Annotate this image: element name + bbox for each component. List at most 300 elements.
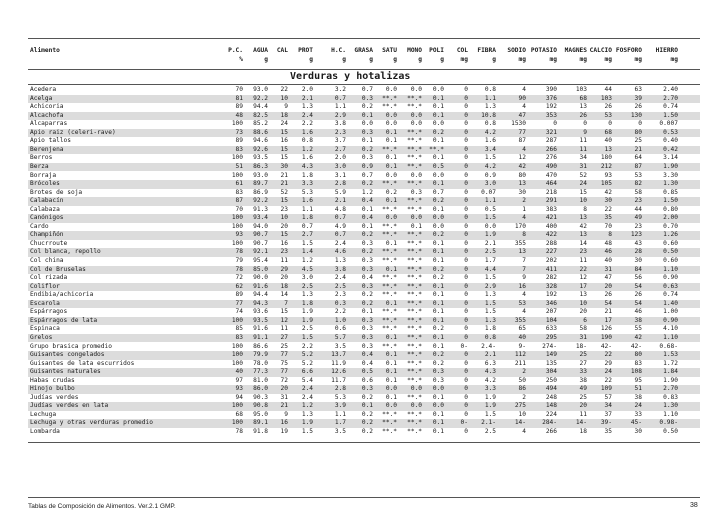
cell-potasio: 422 [545, 231, 557, 239]
cell-mono: 0.0 [410, 385, 422, 393]
cell-agua: 92.2 [253, 197, 268, 205]
table-row [28, 112, 700, 121]
cell-pc: 73 [235, 128, 243, 136]
cell-col: 0 [464, 180, 468, 188]
cell-fosforo: 0 [638, 120, 642, 128]
cell-hierro: 2.00 [663, 214, 678, 222]
table-row [28, 266, 700, 275]
cell-agua: 78.0 [253, 359, 268, 367]
cell-hc: 0.6 [334, 325, 346, 333]
cell-satu: **.* [382, 257, 397, 264]
cell-magnes: 10 [579, 299, 587, 307]
cell-mono: **.* [407, 197, 422, 205]
cell-col: 0 [464, 299, 468, 307]
cell-col: 0 [464, 188, 468, 196]
cell-potasio: 304 [545, 368, 557, 376]
cell-hierro: 0.90 [663, 274, 678, 282]
column-unit-hc: g [342, 56, 346, 63]
cell-food: Guisantes naturales [30, 368, 101, 376]
cell-hc: 0.3 [334, 299, 346, 307]
cell-agua: 82.5 [253, 111, 268, 119]
cell-col: 0 [464, 214, 468, 222]
cell-hc: 5.9 [334, 188, 346, 196]
cell-hierro: 0.40 [663, 137, 678, 145]
cell-pc: 83 [235, 145, 243, 153]
cell-cal: 77 [280, 351, 288, 359]
cell-prot: 5.2 [301, 359, 313, 367]
cell-hierro: 0.42 [663, 145, 678, 153]
cell-grasa: 0.3 [361, 257, 373, 264]
cell-grasa: 0.3 [361, 316, 373, 324]
cell-satu: 0.1 [385, 197, 397, 205]
cell-prot: 1.9 [301, 316, 313, 324]
cell-hierro: 1.10 [663, 410, 678, 418]
cell-magnes: 25 [579, 393, 587, 401]
cell-agua: 89.1 [253, 419, 268, 427]
column-unit-hierro: mg [670, 56, 678, 63]
cell-agua: 94.6 [253, 137, 268, 145]
cell-sodio: 355 [514, 316, 526, 324]
cell-potasio: 390 [545, 86, 557, 93]
cell-satu: 0.1 [385, 265, 397, 273]
cell-pc: 83 [235, 333, 243, 341]
cell-agua: 86.0 [253, 385, 268, 393]
table-row [28, 283, 700, 292]
cell-agua: 93.0 [253, 86, 268, 93]
cell-prot: 1.2 [301, 402, 313, 410]
cell-sodio: 355 [514, 239, 526, 247]
cell-col: 0 [464, 428, 468, 435]
table-row [28, 300, 700, 309]
cell-sodio: 7 [522, 265, 526, 273]
cell-hc: 12.6 [331, 368, 346, 376]
table-row [28, 163, 700, 172]
cell-food: Espárragos de lata [30, 316, 98, 324]
cell-satu: **.* [382, 248, 397, 256]
cell-satu: **.* [382, 274, 397, 282]
column-unit-calcio: mg [604, 56, 612, 63]
cell-grasa: 0.2 [361, 248, 373, 256]
cell-prot: 2.4 [301, 393, 313, 401]
cell-fosforo: 26 [634, 291, 642, 299]
cell-magnes: 12 [579, 274, 587, 282]
table-row [28, 146, 700, 155]
cell-poli: 0.1 [432, 299, 444, 307]
cell-fibra: 1.9 [484, 231, 496, 239]
cell-pc: 100 [231, 222, 243, 230]
cell-hc: 3.2 [334, 86, 346, 93]
cell-poli: 0.1 [432, 410, 444, 418]
column-header-fibra: FIBRA [477, 47, 496, 54]
cell-potasio: 376 [545, 94, 557, 102]
cell-fibra: 1.3 [484, 103, 496, 111]
cell-fosforo: 130 [630, 111, 642, 119]
cell-satu: 0.0 [385, 86, 397, 93]
cell-mono: **.* [407, 419, 422, 427]
cell-grasa: 0.1 [361, 222, 373, 230]
cell-potasio: 494 [545, 385, 557, 393]
cell-grasa: 0.2 [361, 180, 373, 188]
cell-food: Brotes de soja [30, 188, 83, 196]
cell-prot: 1.2 [301, 145, 313, 153]
cell-mono: **.* [407, 137, 422, 145]
cell-pc: 89 [235, 137, 243, 145]
cell-col: 0 [464, 231, 468, 239]
cell-poli: 0.0 [432, 385, 444, 393]
cell-pc: 97 [235, 376, 243, 384]
cell-prot: 2.5 [301, 282, 313, 290]
cell-calcio: 30 [604, 197, 612, 205]
cell-grasa: 0.3 [361, 265, 373, 273]
cell-magnes: 6 [583, 316, 587, 324]
cell-grasa: 0.2 [361, 291, 373, 299]
cell-grasa: 0.5 [361, 368, 373, 376]
cell-pc: 78 [235, 248, 243, 256]
cell-fosforo: 82 [634, 180, 642, 188]
cell-sodio: 9- [518, 342, 526, 350]
cell-poli: 0.1 [432, 419, 444, 427]
cell-pc: 74 [235, 308, 243, 316]
cell-hierro: 1.72 [663, 359, 678, 367]
cell-mono: **.* [407, 145, 422, 153]
cell-potasio: 321 [545, 128, 557, 136]
cell-col: 0 [464, 205, 468, 213]
cell-hierro: 0.50 [663, 428, 678, 435]
cell-mono: **.* [407, 428, 422, 435]
cell-mono: **.* [407, 257, 422, 264]
cell-hc: 2.7 [334, 145, 346, 153]
cell-grasa: 0.2 [361, 428, 373, 435]
cell-cal: 14 [280, 291, 288, 299]
cell-potasio: 400 [545, 222, 557, 230]
cell-food: Cardo [30, 222, 49, 230]
cell-pc: 77 [235, 299, 243, 307]
cell-food: Acelga [30, 94, 53, 102]
cell-hierro: 0.70 [663, 222, 678, 230]
cell-grasa: 1.2 [361, 188, 373, 196]
cell-magnes: 8 [583, 205, 587, 213]
cell-col: 0 [464, 248, 468, 256]
cell-fosforo: 39 [634, 94, 642, 102]
cell-mono: **.* [407, 342, 422, 350]
column-unit-grasa: g [369, 56, 373, 63]
cell-prot: 1.6 [301, 154, 313, 162]
cell-pc: 100 [231, 351, 243, 359]
cell-magnes: 31 [579, 162, 587, 170]
table-row [28, 351, 700, 360]
cell-hc: 2.3 [334, 128, 346, 136]
cell-hierro: 0.74 [663, 291, 678, 299]
cell-agua: 90.8 [253, 402, 268, 410]
cell-food: Achicoria [30, 103, 64, 111]
cell-hierro: 1.30 [663, 402, 678, 410]
cell-food: Guisantes de lata escurridos [30, 359, 135, 367]
cell-poli: 0.1 [432, 316, 444, 324]
cell-satu: 0.0 [385, 402, 397, 410]
cell-sodio: 4 [522, 291, 526, 299]
cell-fibra: 1.3 [484, 316, 496, 324]
cell-poli: 0.1 [432, 103, 444, 111]
cell-agua: 91.6 [253, 282, 268, 290]
cell-prot: 1.8 [301, 171, 313, 179]
column-header-grasa: GRASA [354, 47, 373, 54]
cell-col: 0 [464, 351, 468, 359]
cell-hc: 3.0 [334, 162, 346, 170]
cell-mono: **.* [407, 180, 422, 188]
cell-cal: 9 [284, 103, 288, 111]
cell-sodio: 4 [522, 103, 526, 111]
cell-hierro: 1.30 [663, 180, 678, 188]
cell-poli: 0.1 [432, 111, 444, 119]
table-row [28, 291, 700, 300]
cell-poli: 0.2 [432, 359, 444, 367]
cell-poli: 0.0 [432, 222, 444, 230]
cell-agua: 94.4 [253, 291, 268, 299]
cell-sodio: 86 [518, 385, 526, 393]
table-row [28, 360, 700, 369]
cell-pc: 87 [235, 197, 243, 205]
cell-prot: 1.9 [301, 419, 313, 427]
cell-cal: 27 [280, 333, 288, 341]
cell-satu: 0.1 [385, 368, 397, 376]
cell-calcio: 34 [604, 402, 612, 410]
column-unit-mono: g [418, 56, 422, 63]
cell-mono: **.* [407, 154, 422, 162]
cell-calcio: 40 [604, 257, 612, 264]
cell-fibra: 4.3 [484, 368, 496, 376]
cell-satu: **.* [382, 222, 397, 230]
cell-grasa: 0.3 [361, 128, 373, 136]
cell-col: 0 [464, 239, 468, 247]
cell-col: 0 [464, 402, 468, 410]
cell-poli: 0.1 [432, 154, 444, 162]
cell-cal: 16 [280, 239, 288, 247]
cell-potasio: 633 [545, 325, 557, 333]
cell-poli: 0.1 [432, 205, 444, 213]
cell-cal: 15 [280, 197, 288, 205]
cell-col: 0 [464, 197, 468, 205]
cell-poli: 0.1 [432, 248, 444, 256]
cell-satu: **.* [382, 145, 397, 153]
cell-hc: 2.4 [334, 274, 346, 282]
cell-satu: 0.1 [385, 299, 397, 307]
cell-cal: 23 [280, 248, 288, 256]
cell-magnes: 38 [579, 376, 587, 384]
cell-col: 0 [464, 222, 468, 230]
cell-calcio: 93 [604, 171, 612, 179]
table-row [28, 317, 700, 326]
cell-magnes: 68 [579, 94, 587, 102]
cell-fibra: 4.2 [484, 376, 496, 384]
cell-grasa: 0.2 [361, 231, 373, 239]
cell-hc: 1.1 [334, 410, 346, 418]
cell-grasa: 0.4 [361, 359, 373, 367]
cell-calcio: 126 [600, 325, 612, 333]
cell-hc: 3.8 [334, 120, 346, 128]
cell-magnes: 18 [579, 428, 587, 435]
cell-mono: **.* [407, 291, 422, 299]
cell-calcio: 17 [604, 316, 612, 324]
cell-col: 0 [464, 257, 468, 264]
cell-poli: 0.1 [432, 257, 444, 264]
cell-fosforo: 108 [630, 368, 642, 376]
table-row [28, 411, 700, 420]
cell-prot: 1.6 [301, 128, 313, 136]
table-row [28, 137, 700, 146]
cell-hierro: 1.00 [663, 308, 678, 316]
table-row [28, 419, 700, 428]
cell-sodio: 1530 [511, 120, 526, 128]
cell-calcio: 70 [604, 222, 612, 230]
column-header-agua: AGUA [253, 47, 268, 54]
cell-magnes: 24 [579, 180, 587, 188]
cell-hc: 2.3 [334, 291, 346, 299]
column-unit-magnes: mg [579, 56, 587, 63]
cell-cal: 31 [280, 393, 288, 401]
cell-food: Brócoles [30, 180, 60, 188]
cell-fibra: 2.5 [484, 428, 496, 435]
cell-prot: 0.7 [301, 222, 313, 230]
cell-calcio: 37 [604, 410, 612, 418]
cell-calcio: 48 [604, 239, 612, 247]
cell-magnes: 17 [579, 282, 587, 290]
cell-cal: 20 [280, 385, 288, 393]
table-row [28, 248, 700, 257]
cell-magnes: 33 [579, 368, 587, 376]
top-rule [28, 38, 700, 39]
cell-prot: 0.8 [301, 137, 313, 145]
cell-agua: 94.3 [253, 299, 268, 307]
cell-magnes: 31 [579, 333, 587, 341]
cell-fosforo: 54 [634, 282, 642, 290]
cell-pc: 79 [235, 257, 243, 264]
cell-pc: 70 [235, 86, 243, 93]
column-header-sodio: SODIO [507, 47, 526, 54]
cell-grasa: 0.4 [361, 351, 373, 359]
cell-grasa: 0.3 [361, 282, 373, 290]
cell-grasa: 0.7 [361, 171, 373, 179]
cell-col: 0 [464, 282, 468, 290]
cell-mono: **.* [407, 359, 422, 367]
cell-hierro: 1.26 [663, 231, 678, 239]
cell-food: Col china [30, 257, 64, 264]
cell-satu: **.* [382, 94, 397, 102]
cell-fosforo: 54 [634, 299, 642, 307]
cell-hierro: 0.80 [663, 205, 678, 213]
cell-prot: 2.2 [301, 120, 313, 128]
cell-poli: 0.2 [432, 128, 444, 136]
cell-magnes: 25 [579, 351, 587, 359]
cell-agua: 85.2 [253, 120, 268, 128]
header-bottom-rule [28, 69, 700, 70]
cell-hierro: 0.60 [663, 239, 678, 247]
cell-cal: 29 [280, 265, 288, 273]
cell-agua: 93.4 [253, 214, 268, 222]
cell-potasio: 149 [545, 351, 557, 359]
cell-fibra: 1.8 [484, 325, 496, 333]
cell-grasa: 0.7 [361, 86, 373, 93]
cell-sodio: 90 [518, 94, 526, 102]
cell-col: 0 [464, 393, 468, 401]
cell-sodio: 65 [518, 325, 526, 333]
cell-fibra: 0.8 [484, 120, 496, 128]
cell-agua: 93.5 [253, 154, 268, 162]
cell-fibra: 1.5 [484, 308, 496, 316]
cell-poli: 0.2 [432, 274, 444, 282]
cell-grasa: 0.2 [361, 410, 373, 418]
cell-hc: 2.4 [334, 239, 346, 247]
cell-satu: **.* [382, 325, 397, 333]
cell-sodio: 42 [518, 162, 526, 170]
cell-col: 0 [464, 274, 468, 282]
cell-potasio: 346 [545, 299, 557, 307]
cell-hc: 3.5 [334, 428, 346, 435]
cell-agua: 81.0 [253, 376, 268, 384]
cell-agua: 90.0 [253, 274, 268, 282]
cell-agua: 91.1 [253, 333, 268, 341]
cell-pc: 100 [231, 214, 243, 222]
cell-agua: 92.1 [253, 248, 268, 256]
cell-fosforo: 45- [630, 419, 642, 427]
cell-cal: 16 [280, 137, 288, 145]
cell-grasa: 0.1 [361, 308, 373, 316]
cell-hc: 0.7 [334, 231, 346, 239]
cell-col: 0 [464, 333, 468, 341]
cell-calcio: 35 [604, 428, 612, 435]
cell-magnes: 11 [579, 145, 587, 153]
cell-prot: 1.9 [301, 308, 313, 316]
cell-grasa: 0.0 [361, 120, 373, 128]
cell-fosforo: 33 [634, 410, 642, 418]
cell-fibra: 0.5 [484, 205, 496, 213]
cell-hc: 3.5 [334, 342, 346, 350]
cell-satu: **.* [382, 180, 397, 188]
cell-mono: 0.0 [410, 171, 422, 179]
section-title: Verduras y hotalizas [290, 71, 411, 82]
table-row [28, 180, 700, 189]
cell-food: Judías verdes [30, 393, 79, 401]
cell-calcio: 105 [600, 180, 612, 188]
cell-poli: 0.1 [432, 239, 444, 247]
cell-satu: 0.1 [385, 351, 397, 359]
cell-prot: 1.1 [301, 205, 313, 213]
cell-potasio: 192 [545, 103, 557, 111]
cell-cal: 30 [280, 162, 288, 170]
cell-prot: 3.0 [301, 274, 313, 282]
cell-col: 0 [464, 368, 468, 376]
cell-sodio: 50 [518, 376, 526, 384]
cell-satu: 0.1 [385, 137, 397, 145]
cell-sodio: 4 [522, 86, 526, 93]
cell-pc: 93 [235, 231, 243, 239]
cell-grasa: 0.4 [361, 214, 373, 222]
cell-poli: 0.2 [432, 325, 444, 333]
cell-agua: 93.0 [253, 171, 268, 179]
cell-fibra: 0.9 [484, 171, 496, 179]
cell-potasio: 266 [545, 428, 557, 435]
cell-fibra: 3.4 [484, 145, 496, 153]
cell-col: 0 [464, 359, 468, 367]
cell-prot: 1.4 [301, 248, 313, 256]
cell-pc: 100 [231, 402, 243, 410]
cell-mono: **.* [407, 316, 422, 324]
cell-cal: 12 [280, 316, 288, 324]
table-row [28, 120, 700, 129]
cell-food: Lechuga [30, 410, 57, 418]
cell-mono: 0.0 [410, 214, 422, 222]
cell-magnes: 11 [579, 410, 587, 418]
cell-hc: 11.7 [331, 376, 346, 384]
